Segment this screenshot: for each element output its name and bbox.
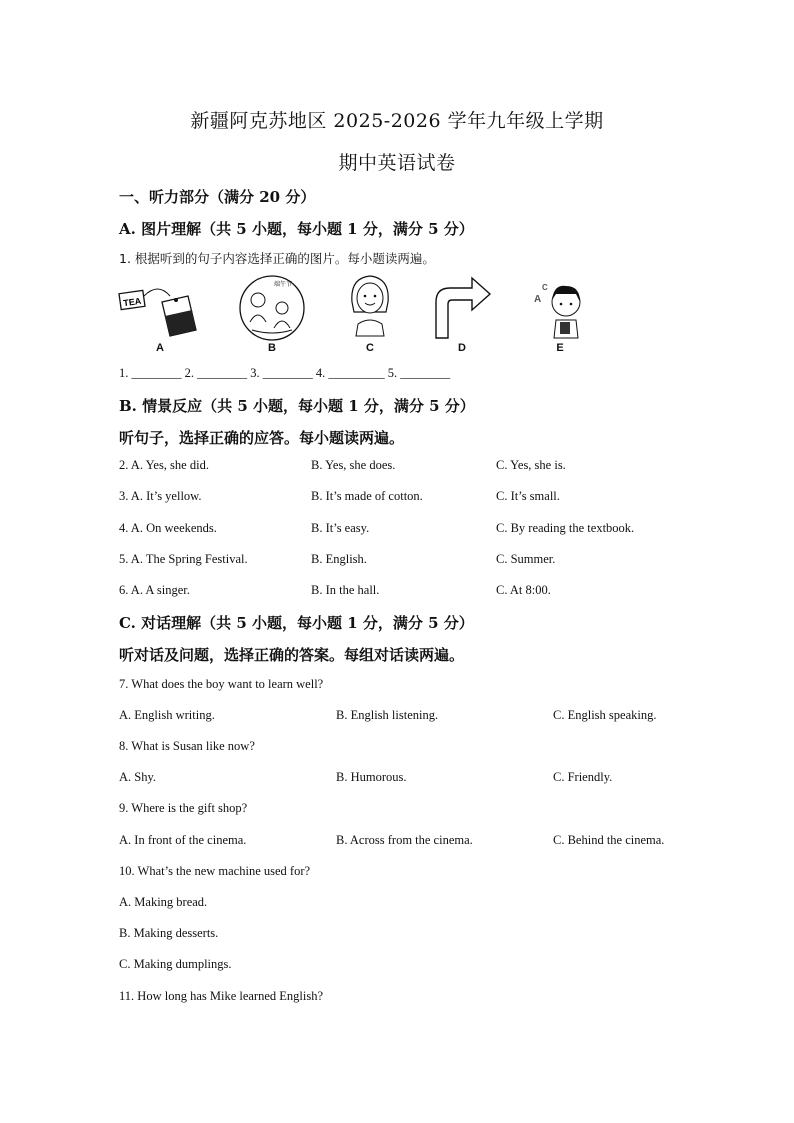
sectionC-instruction: 听对话及问题，选择正确的答案。每组对话读两遍。: [119, 646, 465, 664]
answer-blanks[interactable]: 1. ________ 2. ________ 3. ________ 4. _________ 5. ________: [119, 366, 451, 380]
q4-option-b: B. It’s easy.: [311, 521, 370, 535]
q6-option-b: B. In the hall.: [311, 583, 380, 597]
q9-option-b: B. Across from the cinema.: [336, 833, 473, 847]
sectionA-instruction: 1. 根据听到的句子内容选择正确的图片。每小题读两遍。: [119, 251, 435, 266]
q8-question: 8. What is Susan like now?: [119, 739, 255, 753]
q6-option-a: 6. A. A singer.: [119, 583, 190, 597]
q8-option-b: B. Humorous.: [336, 770, 407, 784]
festival-text: 端午节: [274, 281, 293, 288]
picture-label-b: B: [268, 342, 276, 354]
part1-heading: 一、听力部分（满分 20 分）: [119, 188, 316, 206]
q8-option-c: C. Friendly.: [553, 770, 613, 784]
sectionB-instruction: 听句子，选择正确的应答。每小题读两遍。: [119, 429, 405, 447]
student-reading-icon: [532, 276, 588, 340]
tea-tag-text: TEA: [122, 295, 142, 309]
q5-option-b: B. English.: [311, 552, 367, 566]
picture-label-d: D: [458, 342, 466, 354]
q3-option-b: B. It’s made of cotton.: [311, 489, 423, 503]
q7-option-b: B. English listening.: [336, 708, 439, 722]
q3-option-a: 3. A. It’s yellow.: [119, 489, 202, 503]
q2-option-c: C. Yes, she is.: [496, 458, 566, 472]
q7-option-a: A. English writing.: [119, 708, 215, 722]
q2-option-b: B. Yes, she does.: [311, 458, 396, 472]
q3-option-c: C. It’s small.: [496, 489, 560, 503]
picture-label-a: A: [156, 342, 164, 354]
q2-option-a: 2. A. Yes, she did.: [119, 458, 209, 472]
svg-text:A: A: [534, 294, 542, 305]
sectionB-heading: B. 情景反应（共 5 小题，每小题 1 分，满分 5 分）: [119, 397, 475, 415]
smiling-girl-icon: [346, 272, 394, 340]
q10-question: 10. What’s the new machine used for?: [119, 864, 311, 878]
tea-bag-icon: [118, 282, 200, 340]
q7-question: 7. What does the boy want to learn well?: [119, 677, 324, 691]
sectionA-heading: A. 图片理解（共 5 小题，每小题 1 分，满分 5 分）: [119, 220, 474, 238]
q10-option-a: A. Making bread.: [119, 895, 208, 909]
q10-option-b: B. Making desserts.: [119, 926, 219, 940]
svg-text:C: C: [542, 283, 548, 292]
exam-title-line1: 新疆阿克苏地区 2025-2026 学年九年级上学期: [190, 110, 604, 132]
q10-option-c: C. Making dumplings.: [119, 957, 232, 971]
q9-question: 9. Where is the gift shop?: [119, 801, 248, 815]
q4-option-c: C. By reading the textbook.: [496, 521, 635, 535]
q5-option-c: C. Summer.: [496, 552, 556, 566]
q7-option-c: C. English speaking.: [553, 708, 657, 722]
picture-label-c: C: [366, 342, 374, 354]
q4-option-a: 4. A. On weekends.: [119, 521, 217, 535]
dragon-boat-festival-icon: [238, 274, 306, 342]
q5-option-a: 5. A. The Spring Festival.: [119, 552, 248, 566]
q11-question: 11. How long has Mike learned English?: [119, 989, 324, 1003]
q9-option-a: A. In front of the cinema.: [119, 833, 247, 847]
sectionC-heading: C. 对话理解（共 5 小题，每小题 1 分，满分 5 分）: [119, 614, 474, 632]
picture-label-e: E: [556, 342, 564, 354]
q6-option-c: C. At 8:00.: [496, 583, 551, 597]
turn-right-arrow-icon: [432, 276, 492, 340]
q8-option-a: A. Shy.: [119, 770, 157, 784]
q9-option-c: C. Behind the cinema.: [553, 833, 665, 847]
exam-title-line2: 期中英语试卷: [338, 152, 456, 174]
